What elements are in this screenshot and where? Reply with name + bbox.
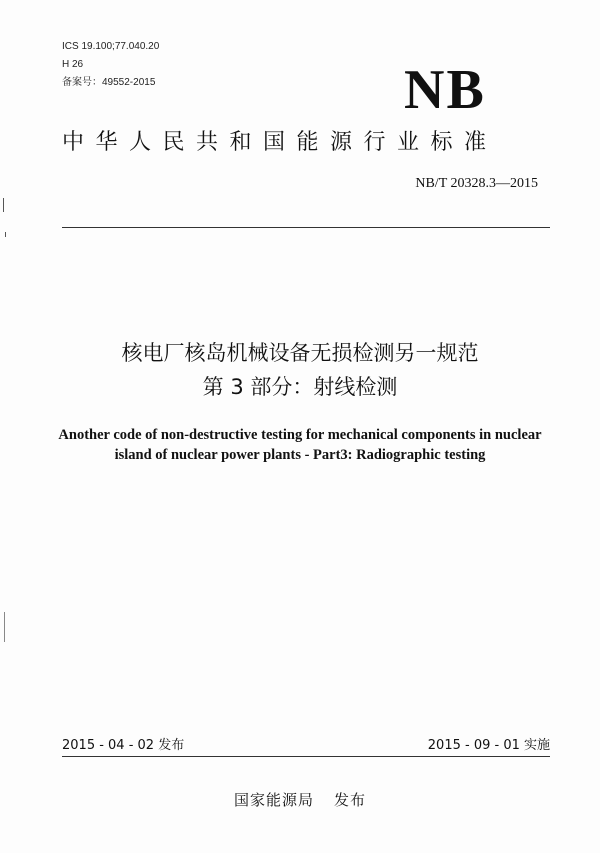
standard-number: NB/T 20328.3—2015 (415, 176, 538, 191)
header-divider (62, 227, 550, 228)
scan-mark (3, 198, 4, 212)
title-cn-line1: 核电厂核岛机械设备无损检测另一规范 (121, 341, 479, 365)
title-en-line2: island of nuclear power plants - Part3: Radiographic testing (114, 447, 486, 463)
scan-mark (4, 612, 5, 642)
org-title: 中华人民共和国能源行业标准 (62, 130, 498, 155)
record-number: 备案号：49552-2015 (62, 77, 156, 88)
issuer-line (0, 789, 600, 810)
title-cn-line2: 第 3 部分：射线检测 (202, 375, 398, 399)
ics-code: ICS 19.100;77.040.20 (62, 41, 160, 52)
ccs-code: H 26 (62, 59, 84, 70)
issuer-name: 国家能源局 (233, 791, 314, 809)
footer-divider (62, 756, 550, 757)
issuer-action: 发布 (334, 791, 367, 809)
classification-block (62, 38, 159, 92)
publish-date: 2015 - 04 - 02 发布 (62, 738, 185, 753)
nb-logo: NB (404, 59, 486, 121)
implement-date: 2015 - 09 - 01 实施 (427, 738, 550, 753)
scan-mark (5, 232, 6, 237)
title-en-line1: Another code of non-destructive testing for mechanical components in nuclear (58, 427, 542, 443)
